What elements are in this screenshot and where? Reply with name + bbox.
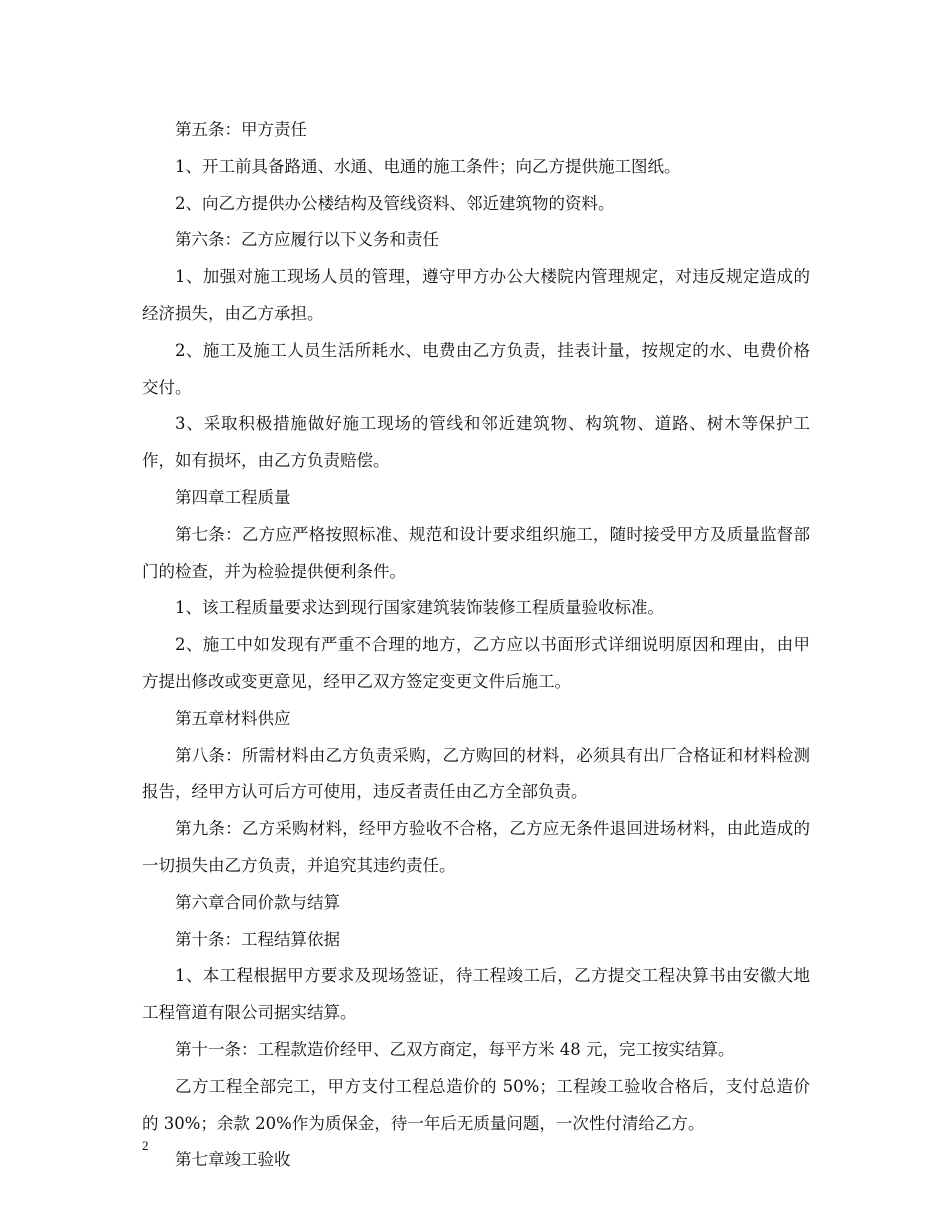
chapter-heading-7: 第七章竣工验收 (175, 1150, 291, 1170)
article-11: 第十一条：工程款造价经甲、乙双方商定，每平方米 48 元，完工按实结算。 (175, 1039, 735, 1059)
paragraph: 3、采取积极措施做好施工现场的管线和邻近建筑物、构筑物、道路、树木等保护工作，如有损坏，由乙方负责赔偿。 (142, 414, 810, 471)
paragraph: 2、施工中如发现有严重不合理的地方，乙方应以书面形式详细说明原因和理由，由甲方提出修改或变更意见，经甲乙双方签定变更文件后施工。 (142, 635, 810, 691)
article-heading-6: 第六条：乙方应履行以下义务和责任 (175, 230, 439, 250)
article-8: 第八条：所需材料由乙方负责采购，乙方购回的材料，必须具有出厂合格证和材料检测报告，经甲方认可后方可使用，违反者责任由乙方全部负责。 (142, 745, 810, 802)
article-9: 第九条：乙方采购材料，经甲方验收不合格，乙方应无条件退回进场材料，由此造成的一切损失由乙方负责，并追究其违约责任。 (142, 819, 810, 875)
chapter-heading-5: 第五章材料供应 (175, 708, 291, 728)
paragraph: 1、开工前具备路通、水通、电通的施工条件；向乙方提供施工图纸。 (175, 156, 681, 176)
paragraph: 2、施工及施工人员生活所耗水、电费由乙方负责，挂表计量，按规定的水、电费价格交付。 (142, 340, 810, 397)
paragraph: 1、加强对施工现场人员的管理，遵守甲方办公大楼院内管理规定，对违反规定造成的经济损失，由乙方承担。 (142, 267, 810, 323)
page-number: 2 (142, 1138, 149, 1153)
paragraph: 1、该工程质量要求达到现行国家建筑装饰装修工程质量验收标准。 (175, 598, 664, 618)
document-body (142, 112, 810, 1179)
article-heading-5: 第五条：甲方责任 (175, 120, 307, 139)
paragraph: 1、本工程根据甲方要求及现场签证，待工程竣工后，乙方提交工程决算书由安徽大地工程管道有限公司据实结算。 (142, 966, 810, 1023)
paragraph: 2、向乙方提供办公楼结构及管线资料、邻近建筑物的资料。 (175, 193, 615, 213)
article-7: 第七条：乙方应严格按照标准、规范和设计要求组织施工，随时接受甲方及质量监督部门的检查，并为检验提供便利条件。 (142, 524, 810, 581)
paragraph: 乙方工程全部完工，甲方支付工程总造价的 50%；工程竣工验收合格后，支付总造价的 30%；余款 20%作为质保金，待一年后无质量问题，一次性付清给乙方。 (142, 1076, 810, 1133)
chapter-heading-6: 第六章合同价款与结算 (175, 892, 340, 912)
article-heading-10: 第十条：工程结算依据 (175, 929, 340, 949)
chapter-heading-4: 第四章工程质量 (175, 487, 291, 507)
